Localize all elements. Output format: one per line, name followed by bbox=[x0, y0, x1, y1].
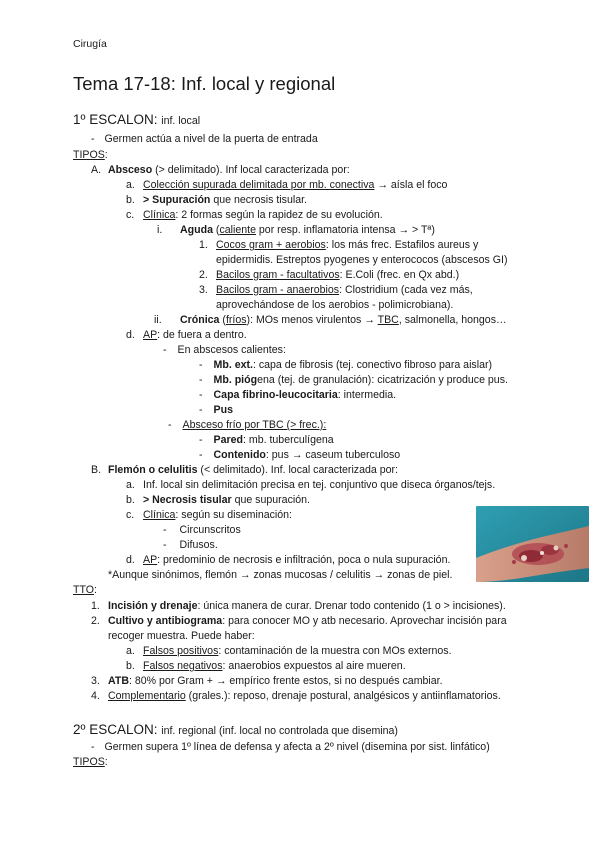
item-capa-fibrino: - Capa fibrino-leucocitaria: intermedia. bbox=[199, 389, 397, 401]
tipos-label: TIPOS: bbox=[73, 149, 108, 161]
tipos-label-2: TIPOS: bbox=[73, 756, 108, 768]
item-A-c-i-1-cont: epidermidis. Estreptos pyogenes y enterococos (abscesos GI) bbox=[216, 254, 508, 266]
item-circunscritos: - Circunscritos bbox=[163, 524, 241, 536]
item-A-c-i-2: 2. Bacilos gram - facultativos: E.Coli (frec. en Qx abd.) bbox=[199, 269, 460, 281]
item-A-b: b. > Supuración que necrosis tisular. bbox=[126, 194, 307, 206]
item-B: B. Flemón o celulitis (< delimitado). Inf. local caracterizada por: bbox=[91, 464, 398, 476]
tto-item-2-a: a. Falsos positivos: contaminación de la muestra con MOs externos. bbox=[126, 645, 452, 657]
item-A-a: a. Colección supurada delimitada por mb. conectiva → aísla el foco bbox=[126, 179, 448, 191]
item-absceso-frio: - Absceso frío por TBC (> frec.): bbox=[168, 419, 327, 431]
note-sinonimos: *Aunque sinónimos, flemón → zonas mucosas / celulitis → zonas de piel. bbox=[108, 569, 453, 581]
item-abscesos-calientes: - En abscesos calientes: bbox=[163, 344, 286, 356]
bullet-germen-2: - Germen supera 1º línea de defensa y afecta a 2º nivel (disemina por sist. linfático) bbox=[91, 741, 490, 753]
tto-item-2-b: b. Falsos negativos: anaerobios expuestos al aire mueren. bbox=[126, 660, 406, 672]
tto-item-1: 1. Incisión y drenaje: única manera de curar. Drenar todo contenido (1 o > incisiones). bbox=[91, 600, 506, 612]
tto-item-2: 2. Cultivo y antibiograma: para conocer MO y atb necesario. Aprovechar incisión para bbox=[91, 615, 507, 627]
item-mb-piogena: - Mb. piógena (tej. de granulación): cicatrización y produce pus. bbox=[199, 374, 508, 386]
item-A-d: d. AP: de fuera a dentro. bbox=[126, 329, 247, 341]
cellulitis-photo-icon bbox=[476, 506, 589, 582]
section-heading-2: 2º ESCALON: inf. regional (inf. local no controlada que disemina) bbox=[73, 722, 398, 737]
bullet-germen-1: - Germen actúa a nivel de la puerta de entrada bbox=[91, 133, 318, 145]
item-A-c: c. Clínica: 2 formas según la rapidez de su evolución. bbox=[126, 209, 383, 221]
item-mb-ext: - Mb. ext.: capa de fibrosis (tej. conectivo fibroso para aislar) bbox=[199, 359, 493, 371]
tto-item-4: 4. Complementario (grales.): reposo, drenaje postural, analgésicos y antiinflamatorios. bbox=[91, 690, 501, 702]
item-A: A. Absceso (> delimitado). Inf local caracterizada por: bbox=[91, 164, 350, 176]
item-pared: - Pared: mb. tuberculígena bbox=[199, 434, 334, 446]
item-B-c: c. Clínica: según su diseminación: bbox=[126, 509, 292, 521]
tto-label: TTO: bbox=[73, 584, 97, 596]
section-heading-1: 1º ESCALON: inf. local bbox=[73, 112, 201, 127]
item-A-c-i-1: 1. Cocos gram + aerobios: los más frec. Estafilos aureus y bbox=[199, 239, 479, 251]
item-contenido: - Contenido: pus → caseum tuberculoso bbox=[199, 449, 401, 461]
tto-item-2-cont: recoger muestra. Puede haber: bbox=[108, 630, 255, 642]
header-subject: Cirugía bbox=[73, 38, 107, 50]
tto-item-3: 3. ATB: 80% por Gram + → empírico frente estos, si no después cambiar. bbox=[91, 675, 443, 687]
item-pus: - Pus bbox=[199, 404, 233, 416]
item-B-b: b. > Necrosis tisular que supuración. bbox=[126, 494, 310, 506]
item-A-c-i-3-cont: aprovechándose de los aerobios - polimicrobiana). bbox=[216, 299, 454, 311]
item-B-d: d. AP: predominio de necrosis e infiltración, poca o nula supuración. bbox=[126, 554, 451, 566]
item-B-a: a. Inf. local sin delimitación precisa en tej. conjuntivo que diseca órganos/tejs. bbox=[126, 479, 496, 491]
clinical-photo bbox=[476, 506, 589, 582]
item-A-c-ii: ii. Crónica (fríos): MOs menos virulentos → TBC, salmonella, hongos… bbox=[154, 314, 507, 326]
page-title: Tema 17-18: Inf. local y regional bbox=[73, 73, 336, 94]
item-A-c-i: i. Aguda (caliente por resp. inflamatoria intensa → > Tª) bbox=[157, 224, 435, 236]
item-A-c-i-3: 3. Bacilos gram - anaerobios: Clostridium (cada vez más, bbox=[199, 284, 473, 296]
item-difusos: - Difusos. bbox=[163, 539, 218, 551]
